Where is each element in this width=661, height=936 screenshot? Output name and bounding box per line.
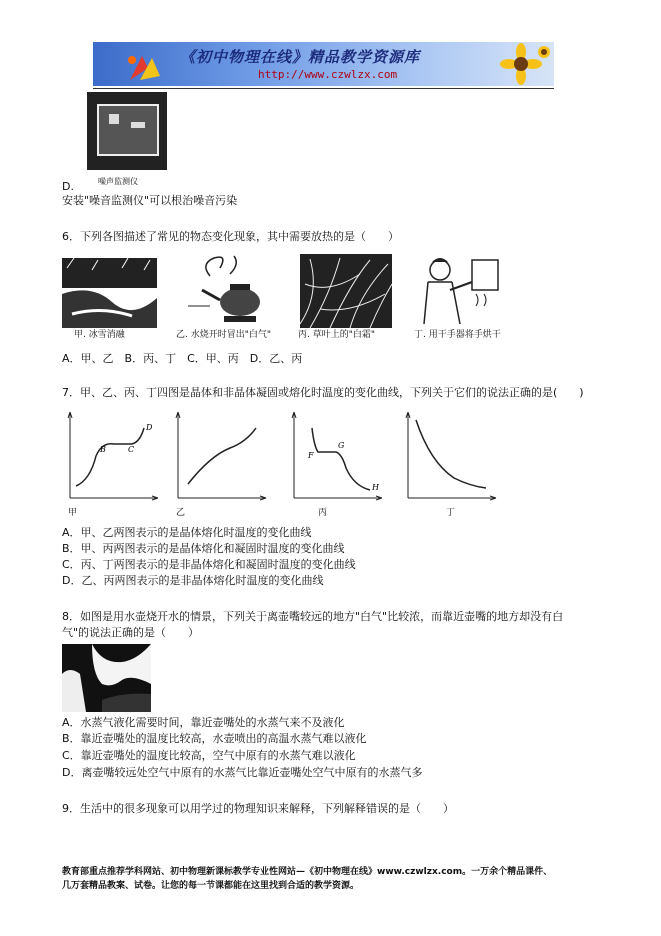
svg-text:F: F: [308, 451, 314, 460]
q7-stem: 7．甲、乙、丙、丁四图是晶体和非晶体凝固或熔化时温度的变化曲线，下列关于它们的说法正确的是( ): [62, 386, 584, 399]
graph-label-yi: 乙: [176, 508, 186, 518]
svg-text:H: H: [372, 483, 379, 492]
hand-dryer-image: [410, 250, 505, 328]
frost-image: [300, 254, 392, 328]
q6-stem: 6．下列各图描述了常见的物态变化现象，其中需要放热的是（ ）: [62, 230, 399, 243]
header-title: 《初中物理在线》精品教学资源库: [180, 48, 421, 66]
graph-ding: [400, 406, 500, 516]
caption-ding: 丁. 用干手器将手烘干: [414, 330, 501, 340]
footer-line1: 教育部重点推荐学科网站、初中物理新课标教学专业性网站—《初中物理在线》www.czwlzx.com。一万余个精品课件、: [62, 867, 553, 877]
q8-option-b: B．靠近壶嘴处的温度比较高，水壶喷出的高温水蒸气难以液化: [62, 732, 367, 745]
q7-option-d: D．乙、丙两图表示的是非晶体熔化时温度的变化曲线: [62, 574, 324, 587]
kettle-steam-image: [62, 644, 151, 712]
header-rule: [93, 88, 554, 89]
kettle-image: [180, 254, 280, 328]
q8-option-d: D．离壶嘴较远处空气中原有的水蒸气比靠近壶嘴处空气中原有的水蒸气多: [62, 766, 423, 779]
q7-option-a: A．甲、乙两图表示的是晶体熔化时温度的变化曲线: [62, 526, 312, 539]
q8-stem-line1: 8．如图是用水壶烧开水的情景，下列关于离壶嘴较远的地方"白气"比较浓，而靠近壶嘴的地方却没有白: [62, 610, 564, 623]
svg-text:C: C: [128, 445, 135, 454]
ice-melting-image: [62, 254, 157, 328]
option-d-text: 安装"噪音监测仪"可以根治噪音污染: [62, 194, 238, 207]
q8-option-a: A．水蒸气液化需要时间，靠近壶嘴处的水蒸气来不及液化: [62, 716, 345, 729]
svg-text:D: D: [146, 423, 153, 432]
sunflower-icon: [488, 42, 554, 86]
svg-text:B: B: [100, 445, 106, 454]
graph-label-bing: 丙: [318, 508, 328, 518]
noise-monitor-caption: 噪声监测仪: [98, 177, 138, 186]
svg-text:G: G: [338, 441, 345, 450]
q8-option-c: C．靠近壶嘴处的温度比较高，空气中原有的水蒸气难以液化: [62, 749, 356, 762]
header-url[interactable]: http://www.czwlzx.com: [258, 68, 398, 81]
caption-yi: 乙. 水烧开时冒出"白气": [176, 330, 272, 340]
caption-jia: 甲. 冰雪消融: [74, 330, 125, 340]
graph-yi: [170, 406, 270, 516]
graph-jia: [62, 406, 162, 516]
logo-icon: [120, 48, 170, 84]
q7-option-b: B．甲、丙两图表示的是晶体熔化和凝固时温度的变化曲线: [62, 542, 345, 555]
caption-bing: 丙. 草叶上的"白霜": [298, 330, 376, 340]
graph-label-ding: 丁: [446, 508, 456, 518]
option-d-label: D.: [62, 180, 74, 193]
q7-option-c: C．丙、丁两图表示的是非晶体熔化和凝固时温度的变化曲线: [62, 558, 356, 571]
q8-stem-line2: 气"的说法正确的是（ ）: [62, 626, 200, 639]
q9-stem: 9．生活中的很多现象可以用学过的物理知识来解释，下列解释错误的是（ ）: [62, 802, 454, 815]
graph-bing: [286, 406, 386, 516]
noise-monitor-image: [87, 92, 167, 170]
q6-options: A．甲、乙 B．丙、丁 C．甲、丙 D．乙、丙: [62, 352, 303, 365]
footer-line2: 几万套精品教案、试卷。让您的每一节课都能在这里找到合适的教学资源。: [62, 881, 360, 891]
graph-label-jia: 甲: [68, 508, 78, 518]
